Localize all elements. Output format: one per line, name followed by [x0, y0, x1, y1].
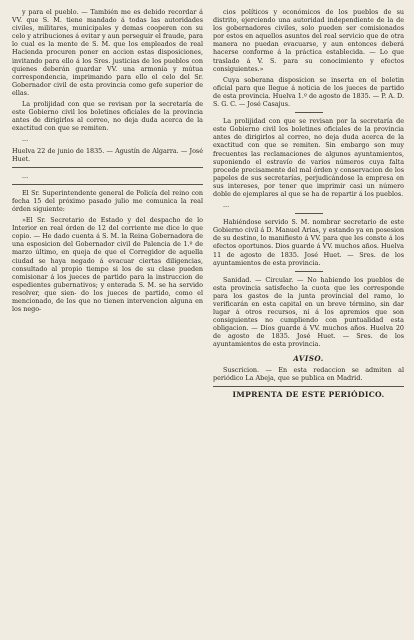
- paragraph: Habiéndose servido S. M. nombrar secretario de este Gobierno civil á D. Manuel Arias, y estando ya en posesion de su destino, lo manifiesto á VV. para que les conste á los efectos oportunos. Dios guarde á VV. muchos años. Huelva 11 de agosto de 1835. José Huet. — Sres. de los ayuntamientos de esta provincia.: [213, 218, 404, 267]
- paragraph: El Sr. Superintendente general de Policía del reino con fecha 15 del próximo pasado julio me comunica la real órden siguiente:: [12, 188, 203, 213]
- paragraph: Sanidad. — Circular. — No habiendo los pueblos de esta provincia satisfecho la cuota que les corresponde para los gastos de la junta provincial del ramo, lo verificarán en esta capital en un breve término, sin dar lugar á otros recursos, ni á los apremios que son consiguientes no cumpliendo con puntualidad esta obligacion. — Dios guarde á VV. muchos años. Huelva 20 de agosto de 1835. José Huet. — Sres. de los ayuntamientos de esta provincia.: [213, 275, 404, 349]
- section-divider: [12, 184, 203, 185]
- paragraph: La prolijidad con que se revisan por la secretaría de este Gobierno civil los boletines oficiales de la provincia antes de dirigirlos al correo, no deja duda acerca de la exactitud con que se remiten.: [12, 100, 203, 133]
- paragraph: ...: [22, 171, 29, 180]
- paragraph: ...: [22, 135, 29, 144]
- section-divider: [295, 213, 323, 214]
- paragraph: La prolijidad con que se revisan por la secretaría de este Gobierno civil los boletines oficiales de la provincia antes de dirigirlos al correo, no deja duda acerca de la exactitud con que se remiten. Sin embargo son muy frecuentes las reclamaciones de algunos ayuntamientos, suponiendo el estravío de varios números cuya falta procede precisamente del mal órden y conservacion de los papeles de sus secretarías, perjudicándose la empresa en sus intereses, por tener que imprimir casi un número doble de ejemplares al que se ha de repartir á los pueblos.: [213, 117, 404, 198]
- aviso-heading: AVISO.: [293, 353, 324, 363]
- right-column: [213, 8, 404, 630]
- section-divider: [213, 386, 404, 387]
- printer-imprint: IMPRENTA DE ESTE PERIÓDICO.: [232, 389, 385, 399]
- paragraph: Cuya soberana disposicion se inserta en el boletin oficial para que llegue á noticia de los jueces de partido de esta provincia. Huelva 1.º de agosto de 1835. — P. A. D. S. G. C. — José Casajus.: [213, 75, 404, 109]
- paragraph: »El Sr. Secretario de Estado y del despacho de lo Interior en real órden de 12 del corriente me dice lo que copio. — He dado cuenta á S. M. la Reina Gobernadora de una esposicion del Gobernador civil de Palencia de 1.º de marzo último, en queja de que el Corregidor de aquella ciudad se haya negado á evacuar ciertas diligencias, consultado al propio tiempo si los de su clase pueden comisionar á los jueces de partido para la instruccion de espedientes gubernativos; y enterada S. M. se ha servido resolver, que sien- do los jueces de partido, como el mencionado, de los que no tienen intervencion alguna en los nego-: [12, 216, 203, 314]
- left-column: [12, 8, 203, 630]
- section-divider: [295, 112, 323, 113]
- aviso-text: Suscricion. — En esta redaccion se admiten al periódico La Abeja, que se publica en Madrid.: [213, 365, 404, 382]
- paragraph: cios políticos y económicos de los pueblos de su distrito, ejerciendo una autoridad independiente de la de los gobernadores civiles, solo pueden ser comisionados por estos en aquellos asuntos del real servicio que de otra manera no puedan evacuarse, y aun entonces deberá hacerse conforme á la práctica establecida. — Lo que traslado á V. S. para su conocimiento y efectos consiguientes.»: [213, 8, 404, 73]
- section-divider: [12, 167, 203, 168]
- paragraph: ...: [223, 201, 230, 210]
- paragraph: y para el pueblo. — También me es debido recordar á VV. que S. M. tiene mandado á todas las autoridades civiles, militares, municipales y demas cooperen con su celo y atribuciones á evitar y aun perseguir el fraude, para lo cual es la mente de S. M. que los empleados de real Hacienda procuren poner en accion estas disposiciones, invitando para ello á los Sres. justicias de los pueblos con quienes deberán guardar VV. una armonía y mútua correspondencia, imprimando para ello el celo del Sr. Gobernador civil de esta provincia como gefe superior de ellas.: [12, 8, 203, 97]
- signature-line: Huelva 22 de junio de 1835. — Agustín de Algarra. — José Huet.: [12, 146, 203, 163]
- section-divider: [295, 271, 323, 272]
